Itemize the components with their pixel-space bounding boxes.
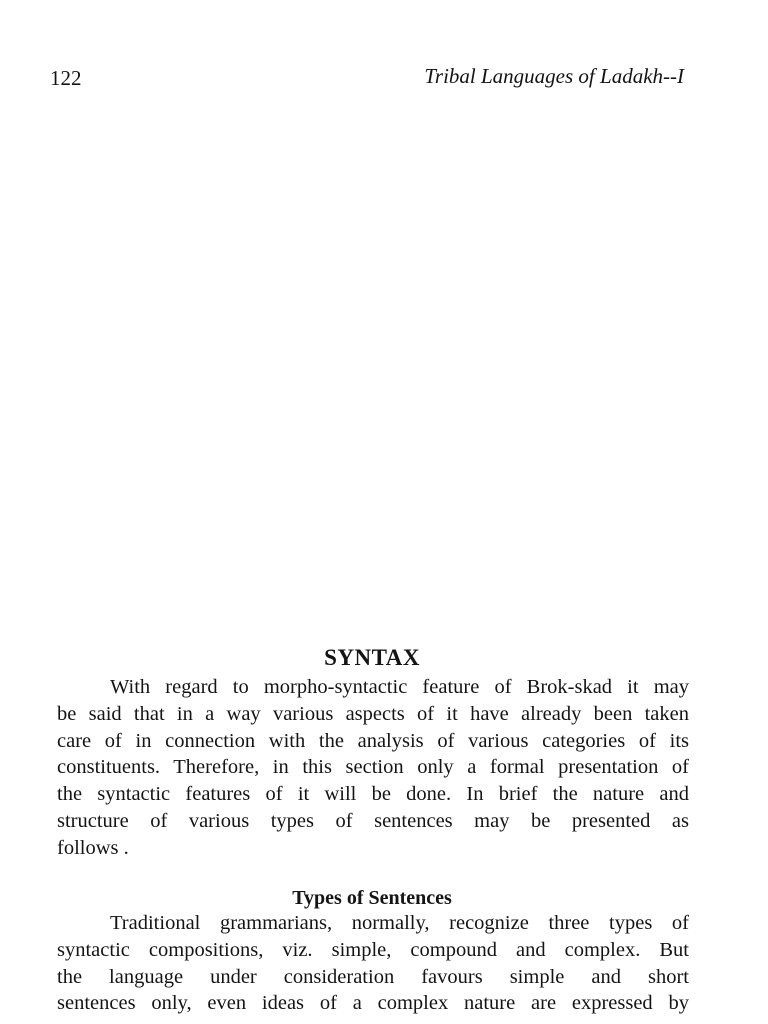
paragraph-line: care of in connection with the analysis of various categories of its	[57, 729, 689, 752]
running-head-title: Tribal Languages of Ladakh--I	[424, 64, 684, 88]
paragraph-line: Traditional grammarians, normally, recognize three types of	[110, 912, 689, 934]
paragraph-line: constituents. Therefore, in this section only a formal presentation of	[57, 756, 689, 779]
page-number: 122	[50, 66, 82, 90]
paragraph-line: With regard to morpho-syntactic feature of Brok-skad it may	[110, 676, 689, 698]
paragraph-line: structure of various types of sentences may be presented as	[57, 809, 689, 832]
paragraph-line: syntactic compositions, viz. simple, compound and complex. But	[57, 938, 689, 961]
paragraph-line: the syntactic features of it will be done. In brief the nature and	[57, 783, 689, 806]
types-of-sentences-paragraph	[57, 910, 689, 1017]
section-heading-syntax: SYNTAX	[324, 645, 420, 670]
paragraph-line: the language under consideration favours simple and short	[57, 965, 689, 988]
syntax-paragraph	[57, 674, 689, 862]
paragraph-line: be said that in a way various aspects of it have already been taken	[57, 702, 689, 725]
subsection-heading-types-of-sentences: Types of Sentences	[292, 887, 452, 909]
paragraph-line: sentences only, even ideas of a complex nature are expressed by	[57, 992, 689, 1015]
paragraph-line: follows .	[57, 836, 129, 859]
